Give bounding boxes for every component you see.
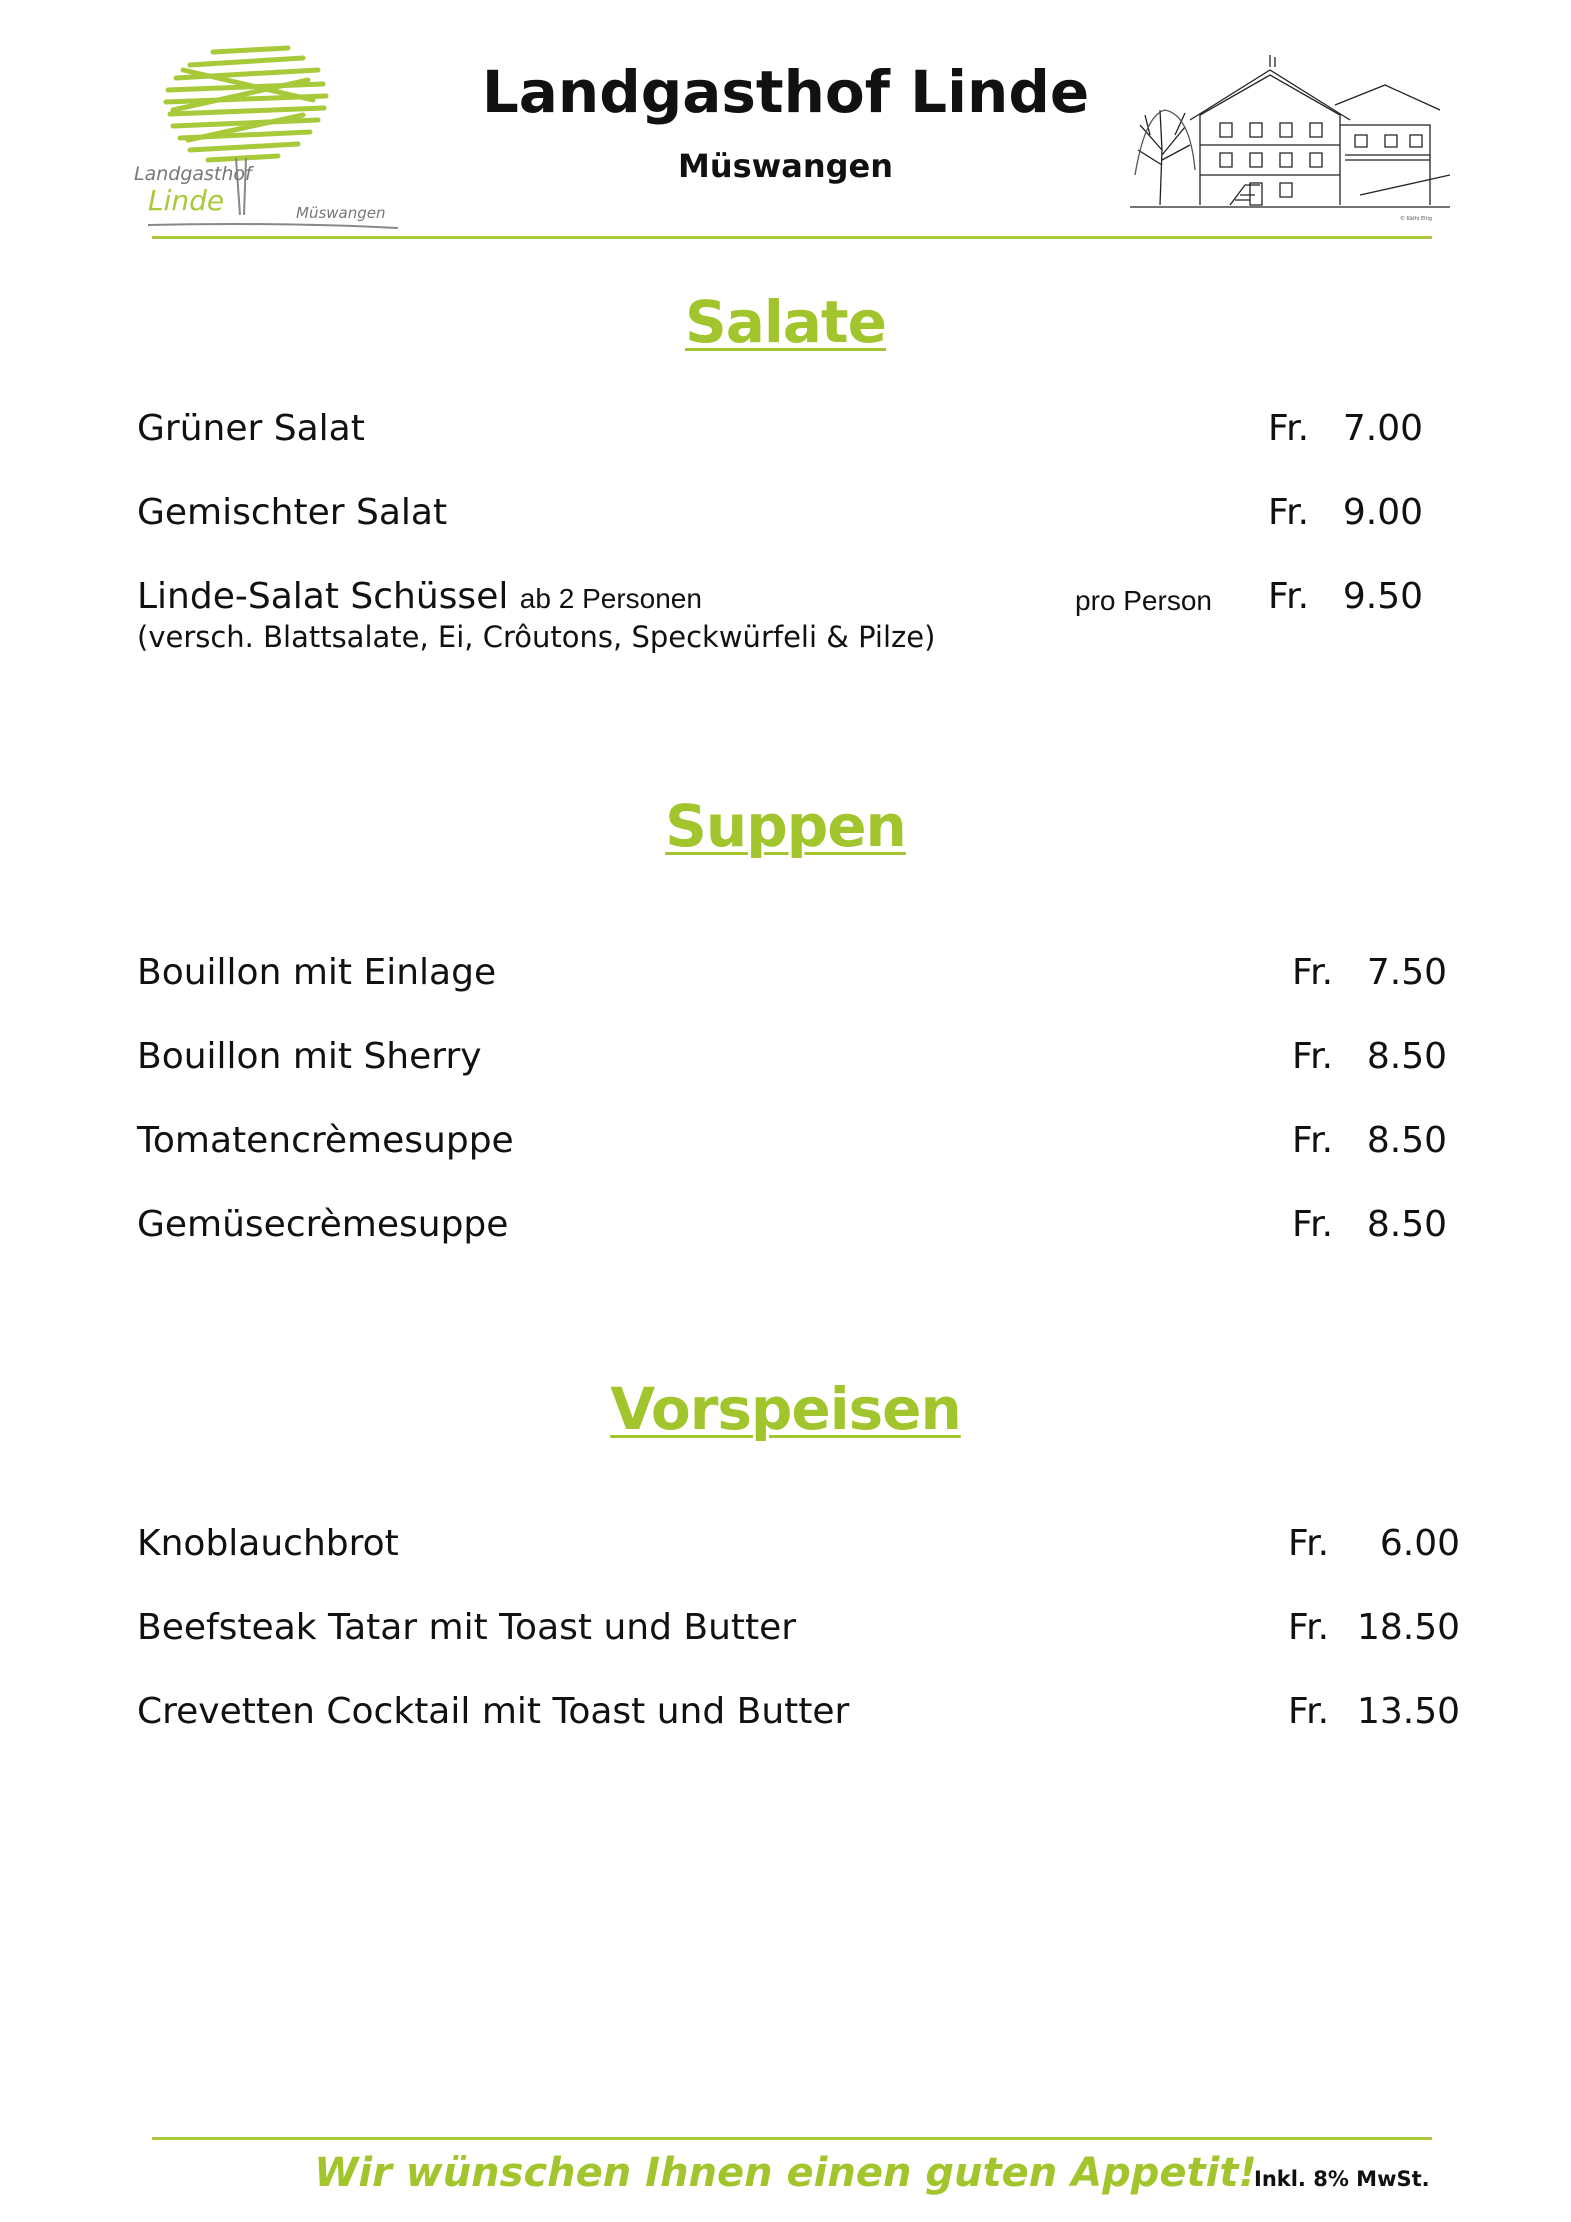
menu-item-description: (versch. Blattsalate, Ei, Crôutons, Speckwürfeli & Pilze) <box>137 620 936 654</box>
menu-item-name: Linde-Salat Schüssel <box>137 576 509 617</box>
svg-text:© Käthi Eltig: © Käthi Eltig <box>1400 216 1433 222</box>
menu-item-bouillon-sherry: Bouillon mit Sherry <box>137 1036 482 1077</box>
menu-item-linde-salat <box>137 576 702 617</box>
menu-item-beefsteak-tatar: Beefsteak Tatar mit Toast und Butter <box>137 1607 797 1648</box>
section-title-salate: Salate <box>685 288 886 356</box>
menu-item-note: ab 2 Personen <box>519 583 702 614</box>
vat-note: Inkl. 8% MwSt. <box>1254 2167 1430 2191</box>
section-title-vorspeisen: Vorspeisen <box>610 1375 961 1443</box>
footer-divider <box>152 2137 1432 2140</box>
price-gemischter-salat: Fr. 9.00 <box>1268 492 1423 533</box>
footer-greeting: Wir wünschen Ihnen einen guten Appetit! <box>314 2150 1257 2196</box>
inn-sketch-illustration <box>1130 55 1450 225</box>
menu-item-tomatencremesuppe: Tomatencrèmesuppe <box>137 1120 514 1161</box>
header-divider <box>152 236 1432 239</box>
menu-item-gemischter-salat: Gemischter Salat <box>137 492 448 533</box>
price-crevetten-cocktail: Fr. 13.50 <box>1288 1691 1460 1732</box>
price-bouillon-sherry: Fr. 8.50 <box>1292 1036 1447 1077</box>
price-gemuesecremesuppe: Fr. 8.50 <box>1292 1204 1447 1245</box>
menu-item-crevetten-cocktail: Crevetten Cocktail mit Toast und Butter <box>137 1691 850 1732</box>
section-title-suppen: Suppen <box>665 792 906 860</box>
menu-item-gemuesecremesuppe: Gemüsecrèmesuppe <box>137 1204 509 1245</box>
price-tomatencremesuppe: Fr. 8.50 <box>1292 1120 1447 1161</box>
restaurant-title: Landgasthof Linde <box>481 58 1090 126</box>
price-bouillon-einlage: Fr. 7.50 <box>1292 952 1447 993</box>
svg-text:Müswangen: Müswangen <box>296 204 386 222</box>
price-gruener-salat: Fr. 7.00 <box>1268 408 1423 449</box>
price-beefsteak-tatar: Fr. 18.50 <box>1288 1607 1460 1648</box>
menu-item-gruener-salat: Grüner Salat <box>137 408 365 449</box>
menu-item-knoblauchbrot: Knoblauchbrot <box>137 1523 399 1564</box>
page-header <box>0 0 1571 245</box>
svg-text:Landgasthof: Landgasthof <box>134 163 252 185</box>
price-linde-salat: Fr. 9.50 <box>1268 576 1423 617</box>
restaurant-location: Müswangen <box>678 147 893 185</box>
svg-text:Linde: Linde <box>148 184 225 217</box>
price-knoblauchbrot: Fr. 6.00 <box>1288 1523 1460 1564</box>
per-person-label: pro Person <box>1075 585 1212 616</box>
menu-item-bouillon-einlage: Bouillon mit Einlage <box>137 952 497 993</box>
